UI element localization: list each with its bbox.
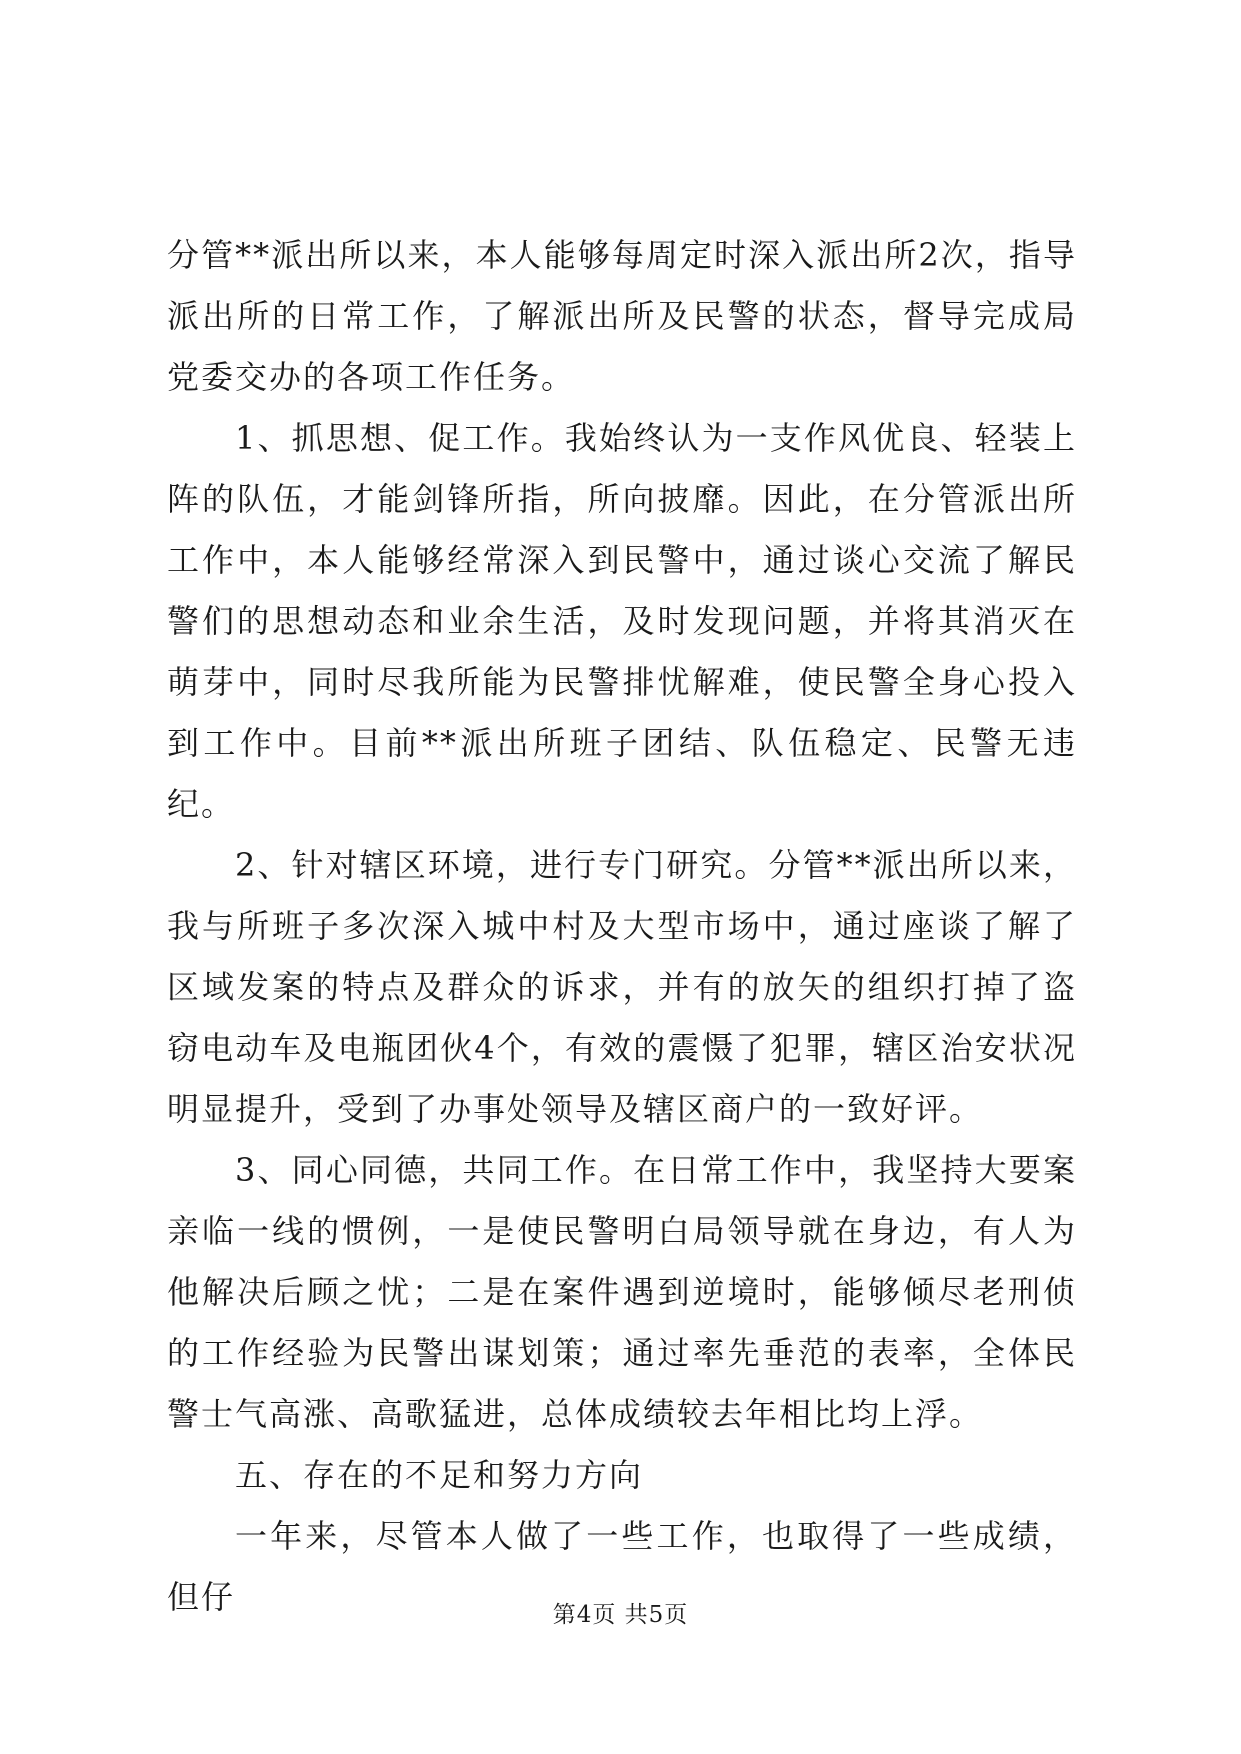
paragraph-5: 一年来，尽管本人做了一些工作，也取得了一些成绩，但仔 (167, 1517, 1077, 1616)
document-body (167, 225, 1077, 1628)
paragraph-2: 1、抓思想、促工作。我始终认为一支作风优良、轻装上阵的队伍，才能剑锋所指，所向披靡。因此，在分管派出所工作中，本人能够经常深入到民警中，通过谈心交流了解民警们的思想动态和业余生活，及时发现问题，并将其消灭在萌芽中，同时尽我所能为民警排忧解难，使民警全身心投入到工作中。目前**派出所班子团结、队伍稳定、民警无违纪。 (167, 419, 1077, 823)
section-heading: 五、存在的不足和努力方向 (235, 1456, 644, 1494)
paragraph-4: 3、同心同德，共同工作。在日常工作中，我坚持大要案亲临一线的惯例，一是使民警明白局领导就在身边，有人为他解决后顾之忧；二是在案件遇到逆境时，能够倾尽老刑侦的工作经验为民警出谋划策；通过率先垂范的表率，全体民警士气高涨、高歌猛进，总体成绩较去年相比均上浮。 (167, 1151, 1077, 1433)
paragraph-1: 分管**派出所以来，本人能够每周定时深入派出所2次，指导派出所的日常工作，了解派出所及民警的状态，督导完成局党委交办的各项工作任务。 (167, 236, 1077, 396)
page-footer: 第4页 共5页 (552, 1602, 689, 1628)
paragraph-3: 2、针对辖区环境，进行专门研究。分管**派出所以来，我与所班子多次深入城中村及大型市场中，通过座谈了解了区域发案的特点及群众的诉求，并有的放矢的组织打掉了盗窃电动车及电瓶团伙4个，有效的震慑了犯罪，辖区治安状况明显提升，受到了办事处领导及辖区商户的一致好评。 (167, 846, 1077, 1128)
